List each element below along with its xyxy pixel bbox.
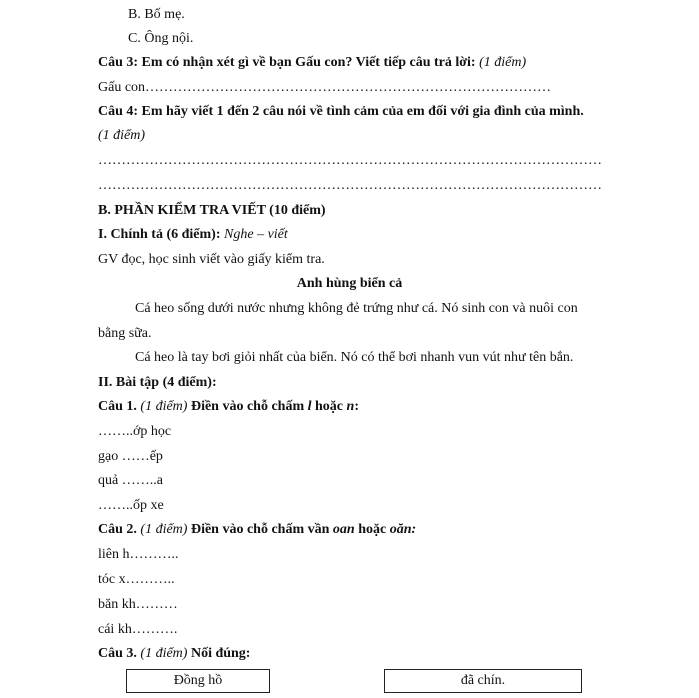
option-c: C. Ông nội. bbox=[128, 31, 194, 46]
spelling-label: I. Chính tả (6 điểm): bbox=[98, 227, 221, 242]
exercises-heading: II. Bài tập (4 điểm): bbox=[98, 375, 217, 390]
ex-q1-text-b: hoặc bbox=[315, 399, 344, 414]
q3-answer-prefix: Gấu con bbox=[98, 80, 146, 95]
writing-heading: B. PHẦN KIỂM TRA VIẾT (10 điểm) bbox=[98, 203, 326, 218]
ex-q2-v1: oan bbox=[332, 522, 355, 537]
passage-title: Anh hùng biển cả bbox=[296, 276, 403, 291]
ex-q2-v2: oăn: bbox=[389, 522, 417, 537]
ex-q1-letter-l: l bbox=[307, 399, 312, 414]
passage-p1-line1: Cá heo sống dưới nước nhưng không đẻ trứng như cá. Nó sinh con và nuôi con bbox=[135, 301, 578, 316]
ex-q2-item: tóc x……….. bbox=[98, 572, 175, 587]
spelling-heading bbox=[98, 226, 288, 244]
q3-points: (1 điểm) bbox=[479, 55, 527, 70]
passage-p2: Cá heo là tay bơi giỏi nhất của biển. Nó có thể bơi nhanh vun vút như tên bắn. bbox=[135, 350, 574, 365]
exercise-q2 bbox=[98, 521, 416, 539]
match-box-left: Đồng hồ bbox=[126, 669, 270, 693]
match-box-right: đã chín. bbox=[384, 669, 582, 693]
ex-q2-text-a: Điền vào chỗ chấm vần bbox=[190, 522, 330, 537]
q4-answer-line-1: ……………………………………………………………………………………………… bbox=[98, 153, 602, 168]
ex-q1-item: ……..ớp học bbox=[98, 424, 172, 439]
ex-q3-points: (1 điểm) bbox=[140, 646, 188, 661]
ex-q1-letter-n: n bbox=[346, 399, 355, 414]
passage-p1-line2: bằng sữa. bbox=[98, 326, 152, 341]
ex-q1-item: quả ……..a bbox=[98, 473, 163, 488]
q3-answer-line bbox=[98, 79, 551, 97]
ex-q1-item: gạo ……ếp bbox=[98, 449, 163, 464]
q4-points: (1 điểm) bbox=[98, 128, 146, 143]
q4-answer-line-2: ……………………………………………………………………………………………… bbox=[98, 178, 602, 193]
option-b: B. Bố mẹ. bbox=[128, 7, 185, 22]
ex-q2-item: băn kh……… bbox=[98, 597, 178, 612]
ex-q1-label: Câu 1. bbox=[98, 399, 137, 414]
ex-q2-item: cái kh………. bbox=[98, 622, 178, 637]
ex-q1-item: ……..ốp xe bbox=[98, 498, 164, 513]
ex-q1-colon: : bbox=[354, 399, 359, 414]
ex-q2-item: liên h……….. bbox=[98, 547, 179, 562]
spelling-instruction: GV đọc, học sinh viết vào giấy kiểm tra. bbox=[98, 252, 325, 267]
ex-q2-text-b: hoặc bbox=[358, 522, 387, 537]
q3-label: Câu 3: Em có nhận xét gì về bạn Gấu con? Viết tiếp câu trả lời: bbox=[98, 55, 476, 70]
ex-q3-text: Nối đúng: bbox=[190, 646, 251, 661]
ex-q1-text-a: Điền vào chỗ chấm bbox=[190, 399, 305, 414]
ex-q1-points: (1 điểm) bbox=[140, 399, 188, 414]
ex-q3-label: Câu 3. bbox=[98, 646, 137, 661]
reading-q3 bbox=[98, 54, 526, 72]
spelling-mode: Nghe – viết bbox=[224, 227, 288, 242]
ex-q2-label: Câu 2. bbox=[98, 522, 137, 537]
q3-answer-dots: …………………………………………………………………………… bbox=[145, 80, 552, 95]
reading-q4: Câu 4: Em hãy viết 1 đến 2 câu nói về tình cảm của em đối với gia đình của mình. bbox=[98, 104, 584, 119]
exercise-q3 bbox=[98, 645, 250, 663]
exercise-q1 bbox=[98, 398, 359, 416]
ex-q2-points: (1 điểm) bbox=[140, 522, 188, 537]
